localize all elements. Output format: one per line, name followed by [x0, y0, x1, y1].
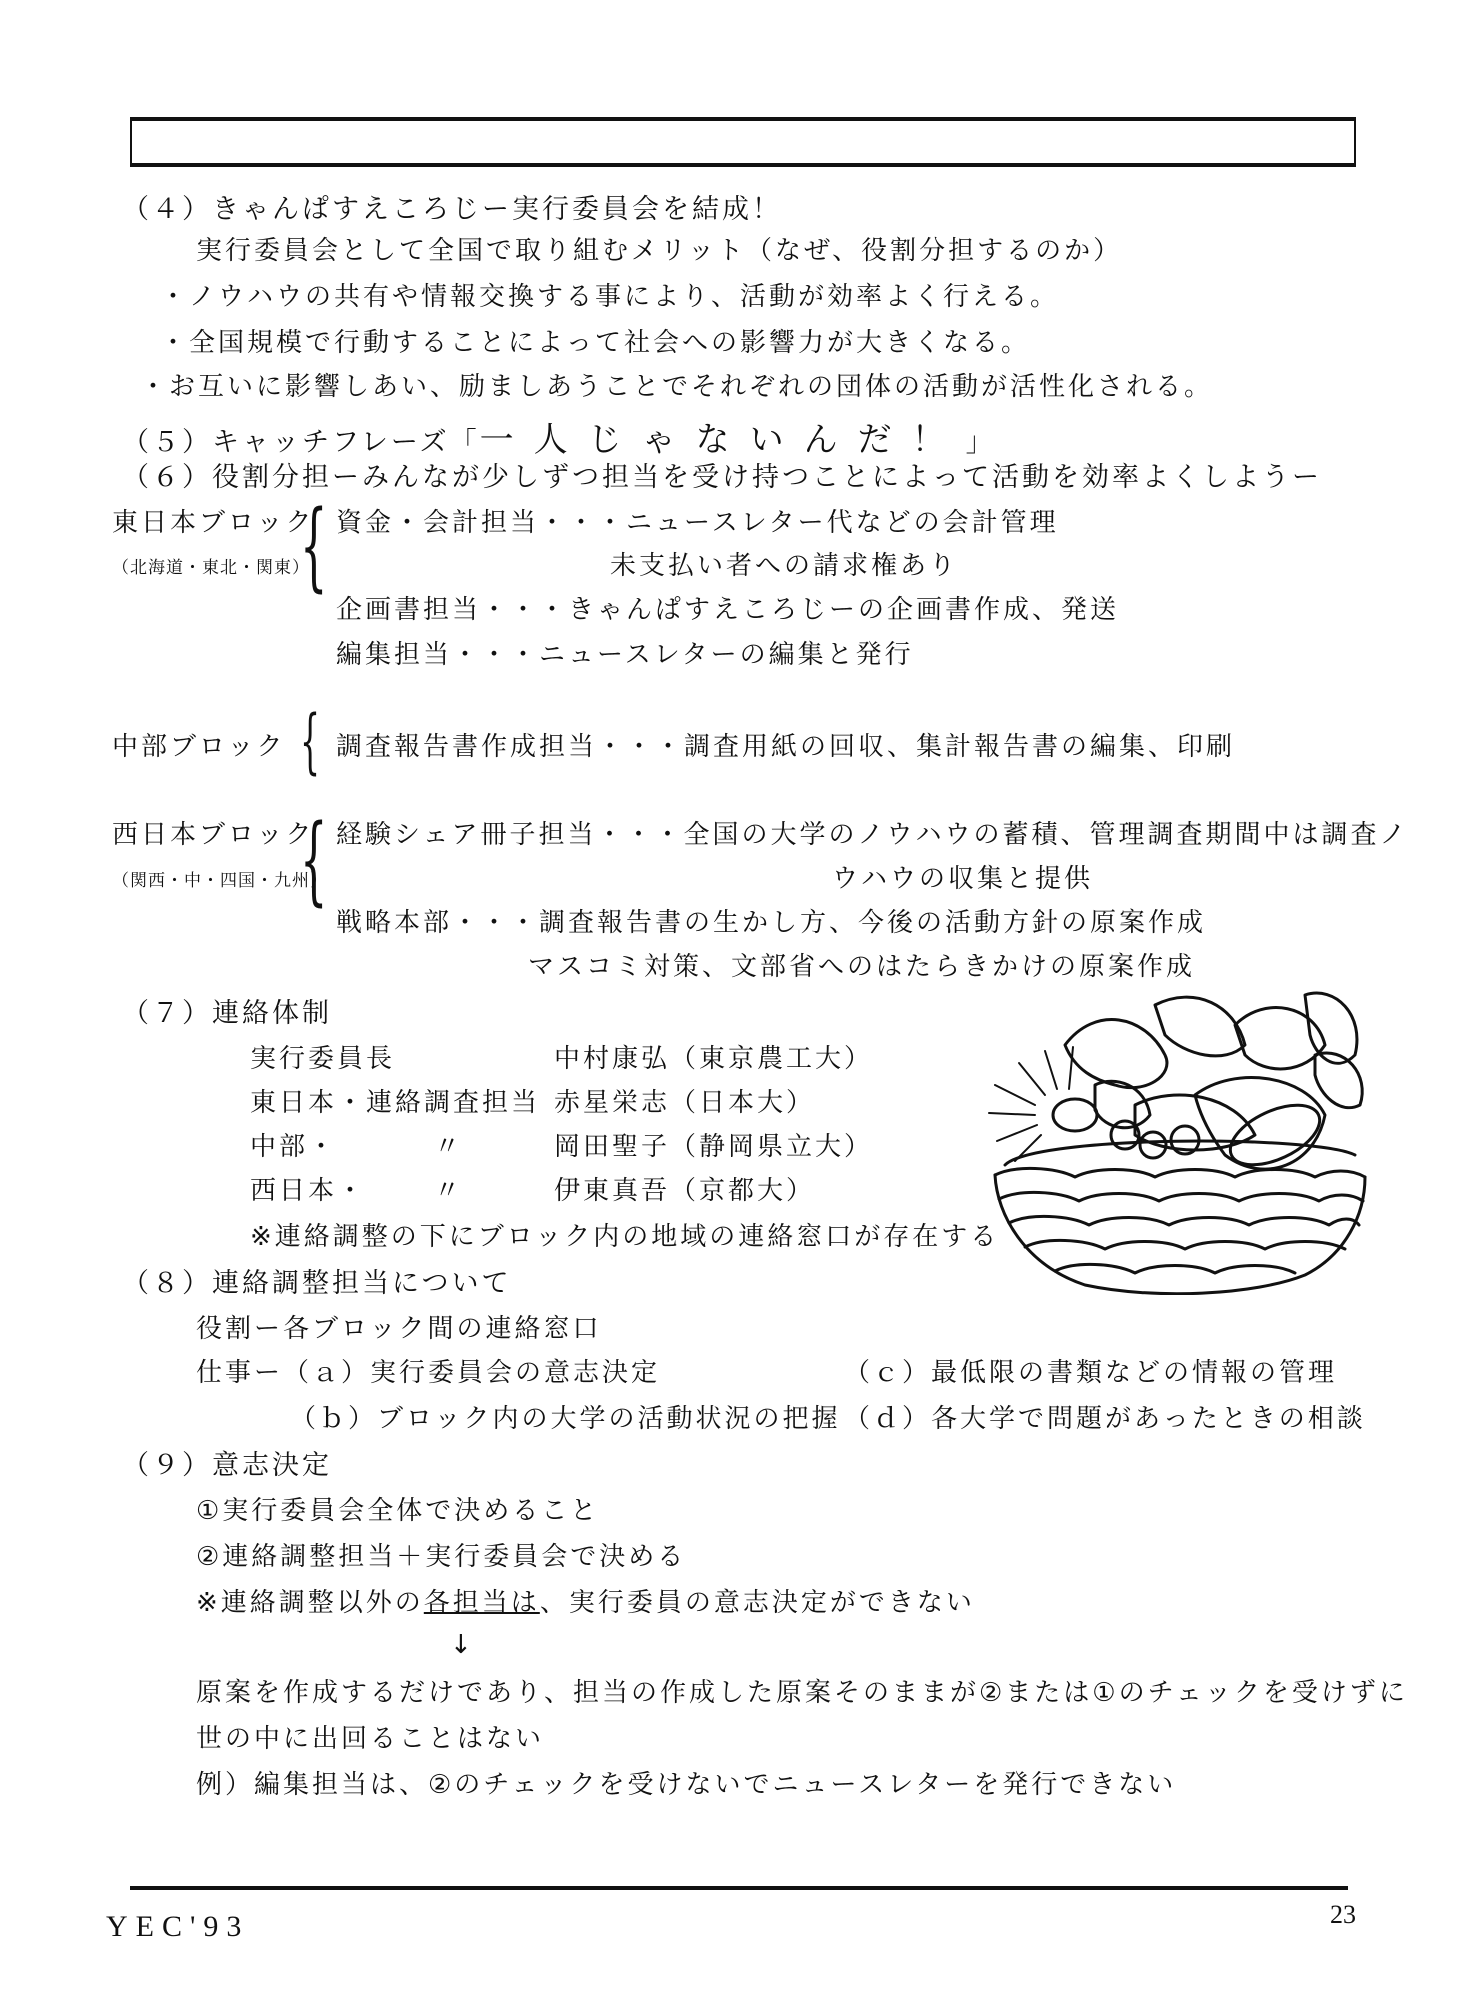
catchphrase: 一人じゃないんだ！ [479, 420, 966, 460]
coordinator-role: 役割ー各ブロック間の連絡窓口 [196, 1314, 602, 1344]
down-arrow: ↓ [450, 1630, 475, 1660]
contact-role: 西日本・ [250, 1176, 367, 1206]
east-role-accounting: 資金・会計担当・・・ニュースレター代などの会計管理 [336, 508, 1059, 538]
section-9-title: （９）意志決定 [122, 1450, 332, 1481]
central-role-report: 調査報告書作成担当・・・調査用紙の回収、集計報告書の編集、印刷 [336, 732, 1236, 762]
east-role-planning: 企画書担当・・・きゃんぱすえころじーの企画書作成、発送 [336, 595, 1120, 625]
contact-person: 赤星栄志（日本大） [554, 1088, 816, 1118]
decision-example: 例）編集担当は、②のチェックを受けないでニュースレターを発行できない [196, 1770, 1177, 1800]
contact-person: 岡田聖子（静岡県立大） [554, 1132, 874, 1162]
section-4-title: （４）きゃんぱすえころじー実行委員会を結成！ [122, 194, 782, 225]
contact-person: 中村康弘（東京農工大） [554, 1044, 874, 1074]
duty-c: （ｃ）最低限の書類などの情報の管理 [844, 1358, 1338, 1388]
section-6-title: （６）役割分担ーみんなが少しずつ担当を受け持つことによって活動を効率よくしようー [122, 462, 1322, 493]
contact-role: 実行委員長 [250, 1044, 396, 1074]
east-role-accounting-note: 未支払い者への請求権あり [610, 551, 959, 581]
central-block-name: 中部ブロック [112, 732, 286, 762]
west-role-strategy: 戦略本部・・・調査報告書の生かし方、今後の活動方針の原案作成 [336, 908, 1207, 938]
section-5 [122, 412, 996, 461]
duty-a: 仕事ー（ａ）実行委員会の意志決定 [196, 1358, 661, 1388]
header-frame [130, 117, 1356, 167]
decision-explanation-1: 原案を作成するだけであり、担当の作成した原案そのままが②または①のチェックを受けずに [196, 1678, 1408, 1708]
duty-b: （ｂ）ブロック内の大学の活動状況の把握 [290, 1404, 841, 1434]
contact-person: 伊東真吾（京都大） [554, 1176, 816, 1206]
footer-label: YEC'93 [106, 1910, 250, 1943]
contact-note: ※連絡調整の下にブロック内の地域の連絡窓口が存在する [250, 1222, 1000, 1252]
catchphrase-close: 」 [965, 427, 996, 458]
decision-note-pre: ※連絡調整以外の [196, 1588, 424, 1618]
section-4-subtitle: 実行委員会として全国で取り組むメリット（なぜ、役割分担するのか） [196, 236, 1123, 266]
west-block-regions: （関西・中・四国・九州） [112, 871, 328, 891]
decision-note-post: 、実行委員の意志決定ができない [539, 1588, 975, 1618]
page-number: 23 [1330, 1900, 1356, 1929]
ditto-mark: 〃 [434, 1132, 464, 1162]
decision-note [196, 1590, 975, 1616]
ditto-mark: 〃 [434, 1176, 464, 1206]
west-role-strategy-cont: マスコミ対策、文部省へのはたらきかけの原案作成 [528, 952, 1196, 982]
contact-role: 中部・ [250, 1132, 338, 1162]
decision-item-1: ①実行委員会全体で決めること [196, 1496, 600, 1526]
section-8-title: （８）連絡調整担当について [122, 1268, 512, 1299]
duty-d: （ｄ）各大学で問題があったときの相談 [844, 1404, 1366, 1434]
footer-rule [130, 1886, 1348, 1890]
west-brace: { [300, 804, 328, 916]
east-block-name: 東日本ブロック [112, 508, 315, 538]
decision-explanation-2: 世の中に出回ることはない [196, 1724, 545, 1754]
central-brace: { [300, 700, 321, 782]
east-brace: { [300, 490, 328, 602]
contact-role: 東日本・連絡調査担当 [250, 1088, 541, 1118]
decision-item-2: ②連絡調整担当＋実行委員会で決める [196, 1542, 687, 1572]
section-4-bullet-3: ・お互いに影響しあい、励ましあうことでそれぞれの団体の活動が活性化される。 [140, 372, 1214, 402]
section-4-bullet-2: ・全国規模で行動することによって社会への影響力が大きくなる。 [160, 328, 1031, 358]
west-block-name: 西日本ブロック [112, 820, 315, 850]
east-role-editing: 編集担当・・・ニュースレターの編集と発行 [336, 640, 914, 670]
decision-note-underlined: 各担当は [423, 1588, 540, 1618]
east-block-regions: （北海道・東北・関東） [112, 558, 310, 578]
west-role-share-cont: ウハウの収集と提供 [832, 864, 1094, 894]
section-4-bullet-1: ・ノウハウの共有や情報交換する事により、活動が効率よく行える。 [160, 282, 1060, 312]
section-7-title: （７）連絡体制 [122, 998, 332, 1029]
catchphrase-label: （５）キャッチフレーズ「 [122, 427, 480, 458]
west-role-share: 経験シェア冊子担当・・・全国の大学のノウハウの蓄積、管理調査期間中は調査ノ [336, 820, 1409, 850]
vegetable-basket-illustration [975, 985, 1375, 1295]
